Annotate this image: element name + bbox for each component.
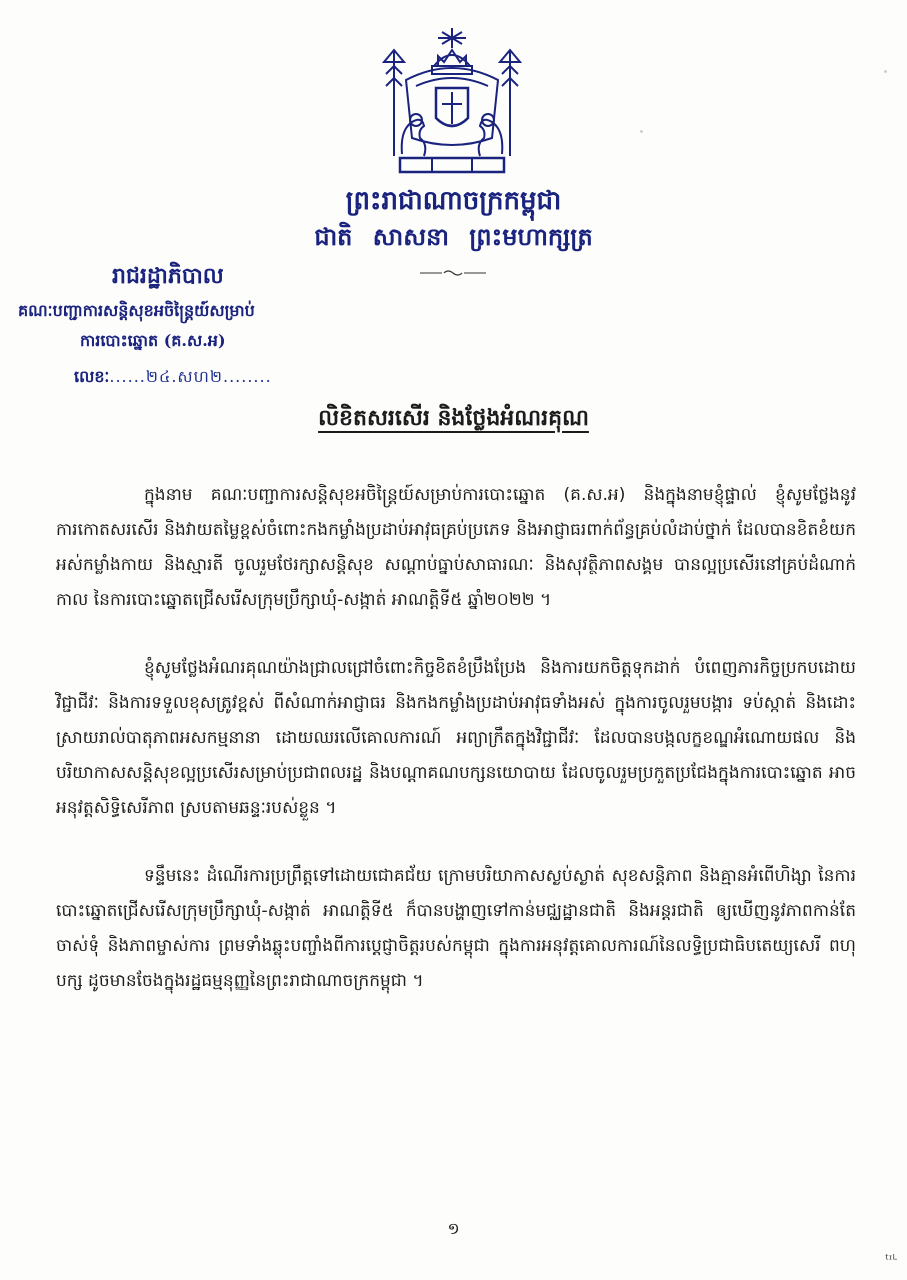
paragraph-3: ទន្ទឹមនេះ ដំណើរការប្រព្រឹត្តទៅដោយជោគជ័យ ក្រោមបរិយាកាសស្ងប់ស្ងាត់ សុខសន្តិភាព និងគ្មានអំពើហិង្សា នៃការបោះឆ្នោតជ្រើសរើសក្រុមប្រឹក្សាឃុំ-សង្កាត់ អាណត្តិទី៥ ក៏បានបង្ហាញទៅកាន់មជ្ឈដ្ឋានជាតិ និងអន្តរជាតិ ឲ្យឃើញនូវភាពកាន់តែចាស់ទុំ និងភាពម្ចាស់ការ ព្រមទាំងឆ្លុះបញ្ចាំងពីការប្តេជ្ញាចិត្តរបស់កម្ពុជា ក្នុងការអនុវត្តគោលការណ៍នៃលទ្ធិប្រជាធិបតេយ្យសេរី ពហុបក្ស ដូចមានចែងក្នុងរដ្ឋធម្មនុញ្ញនៃព្រះរាជាណាចក្រកម្ពុជា ។ xyxy=(56,866,856,991)
scan-speck xyxy=(884,70,887,73)
scan-speck xyxy=(640,130,643,133)
reference-number xyxy=(74,366,272,390)
letter-body xyxy=(56,478,856,1032)
reference-value: ......២៤.សហ២........ xyxy=(109,367,272,386)
kingdom-name: ព្រះរាជាណាចក្រកម្ពុជា xyxy=(345,186,562,216)
reference-label: លេខៈ xyxy=(74,367,110,386)
page-number: ១ xyxy=(447,1219,460,1238)
committee-name-line2: ការបោះឆ្នោត (គ.ស.អ) xyxy=(80,331,226,350)
committee-name-line1: គណៈបញ្ជាការសន្តិសុខអចិន្ត្រៃយ៍សម្រាប់ xyxy=(18,301,255,320)
document-title: លិខិតសរសើរ និងថ្លែងអំណរគុណ xyxy=(318,405,589,431)
paragraph-1: ក្នុងនាម គណៈបញ្ជាការសន្តិសុខអចិន្ត្រៃយ៍សម្រាប់ការបោះឆ្នោត (គ.ស.អ) និងក្នុងនាមខ្ញុំផ្ទាល់ ខ្ញុំសូមថ្លែងនូវការកោតសរសើរ និងវាយតម្លៃខ្ពស់ចំពោះកងកម្លាំងប្រដាប់អាវុធគ្រប់ប្រភេទ និងអាជ្ញាធរពាក់ព័ន្ធគ្រប់លំដាប់ថ្នាក់ ដែលបានខិតខំយកអស់កម្លាំងកាយ និងស្មារតី ចូលរួមថែរក្សាសន្តិសុខ សណ្តាប់ធ្នាប់សាធារណៈ និងសុវត្ថិភាពសង្គម បានល្អប្រសើរនៅគ្រប់ដំណាក់កាល នៃការបោះឆ្នោតជ្រើសរើសក្រុមប្រឹក្សាឃុំ-សង្កាត់ អាណត្តិទី៥ ឆ្នាំ២០២២ ។ xyxy=(56,485,856,610)
paragraph-2: ខ្ញុំសូមថ្លែងអំណរគុណយ៉ាងជ្រាលជ្រៅចំពោះកិច្ចខិតខំប្រឹងប្រែង និងការយកចិត្តទុកដាក់ បំពេញភារកិច្ចប្រកបដោយវិជ្ជាជីវៈ និងការទទួលខុសត្រូវខ្ពស់ ពីសំណាក់អាជ្ញាធរ និងកងកម្លាំងប្រដាប់អាវុធទាំងអស់ ក្នុងការចូលរួមបង្ការ ទប់ស្កាត់ និងដោះស្រាយរាល់បាតុភាពអសកម្មនានា ដោយឈរលើគោលការណ៍ អព្យាក្រឹតក្នុងវិជ្ជាជីវៈ ដែលបានបង្កលក្ខខណ្ឌអំណោយផល និងបរិយាកាសសន្តិសុខល្អប្រសើរសម្រាប់ប្រជាពលរដ្ឋ និងបណ្តាគណបក្សនយោបាយ ដែលចូលរួមប្រកួតប្រជែងក្នុងការបោះឆ្នោត អាចអនុវត្តសិទ្ធិសេរីភាព ស្របតាមឆន្ទៈរបស់ខ្លួន ។ xyxy=(56,658,856,818)
national-motto: ជាតិ សាសនា ព្រះមហាក្សត្រ xyxy=(314,222,593,251)
divider-ornament-icon xyxy=(418,268,488,278)
government-name: រាជរដ្ឋាភិបាល xyxy=(112,263,224,289)
royal-coat-of-arms-icon xyxy=(372,26,532,176)
corner-handwritten-mark: ᵗᶦᴸ xyxy=(885,1253,897,1268)
